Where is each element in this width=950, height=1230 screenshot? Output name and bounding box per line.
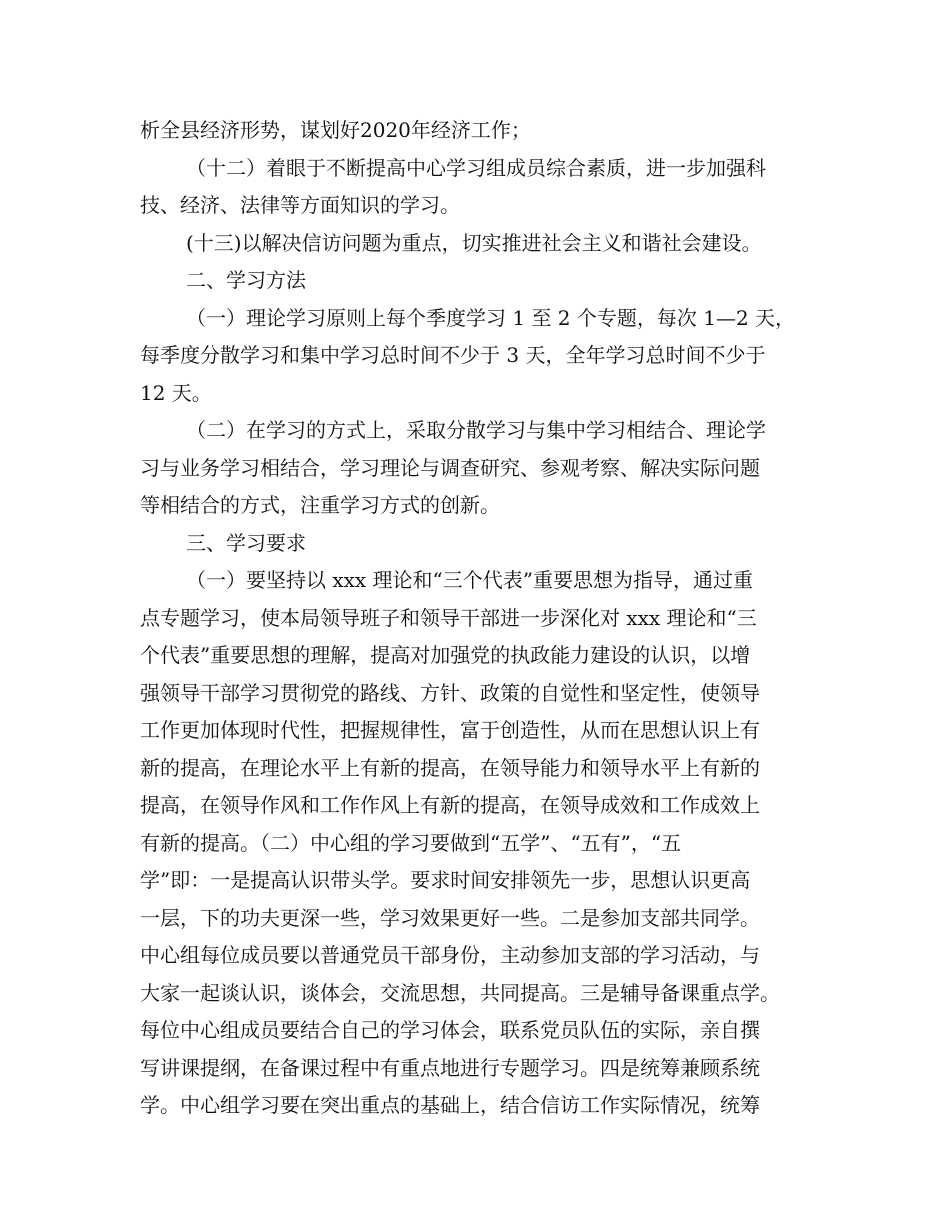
section-heading: 二、学习方法 [186,268,306,292]
paragraph-line: （一）要坚持以 xxx 理论和“三个代表”重要思想为指导，通过重 [186,568,754,592]
paragraph-line: 学”即：一是提高认识带头学。要求时间安排领先一步，思想认识更高 [140,868,751,892]
paragraph-line: 等相结合的方式，注重学习方式的创新。 [140,493,500,517]
paragraph-line: （二）在学习的方式上，采取分散学习与集中学习相结合、理论学 [186,418,766,442]
paragraph-line: （十二）着眼于不断提高中心学习组成员综合素质，进一步加强科 [186,156,766,180]
paragraph-line: 有新的提高。（二）中心组的学习要做到“五学”、“五有”，“五 [140,831,682,855]
paragraph-line: 个代表”重要思想的理解，提高对加强党的执政能力建设的认识，以增 [140,643,751,667]
paragraph-line: 一层，下的功夫更深一些，学习效果更好一些。二是参加支部共同学。 [140,906,760,930]
paragraph-line: 新的提高，在理论水平上有新的提高，在领导能力和领导水平上有新的 [140,756,760,780]
paragraph-line: 大家一起谈认识，谈体会，交流思想，共同提高。三是辅导备课重点学。 [140,981,780,1005]
paragraph-line: 学。中心组学习要在突出重点的基础上，结合信访工作实际情况，统筹 [140,1093,760,1117]
paragraph-line: 点专题学习，使本局领导班子和领导干部进一步深化对 xxx 理论和“三 [140,606,757,630]
paragraph-line: 12 天。 [140,381,212,405]
paragraph-line: (十三)以解决信访问题为重点，切实推进社会主义和谐社会建设。 [186,231,762,255]
paragraph-line: 提高，在领导作风和工作作风上有新的提高，在领导成效和工作成效上 [140,793,760,817]
paragraph-line: 析全县经济形势，谋划好2020年经济工作； [140,118,531,142]
paragraph-line: 写讲课提纲，在备课过程中有重点地进行专题学习。四是统筹兼顾系统 [140,1056,760,1080]
paragraph-line: 中心组每位成员要以普通党员干部身份，主动参加支部的学习活动，与 [140,943,760,967]
paragraph-line: 每位中心组成员要结合自己的学习体会，联系党员队伍的实际，亲自撰 [140,1018,760,1042]
paragraph-line: 技、经济、法律等方面知识的学习。 [140,193,460,217]
paragraph-line: 每季度分散学习和集中学习总时间不少于 3 天，全年学习总时间不少于 [140,343,766,367]
paragraph-line: 习与业务学习相结合，学习理论与调查研究、参观考察、解决实际问题 [140,456,760,480]
paragraph-line: 工作更加体现时代性，把握规律性，富于创造性，从而在思想认识上有 [140,718,760,742]
paragraph-line: 强领导干部学习贯彻党的路线、方针、政策的自觉性和坚定性，使领导 [140,681,760,705]
section-heading: 三、学习要求 [186,531,306,555]
paragraph-line: （一）理论学习原则上每个季度学习 1 至 2 个专题，每次 1—2 天， [186,306,796,330]
